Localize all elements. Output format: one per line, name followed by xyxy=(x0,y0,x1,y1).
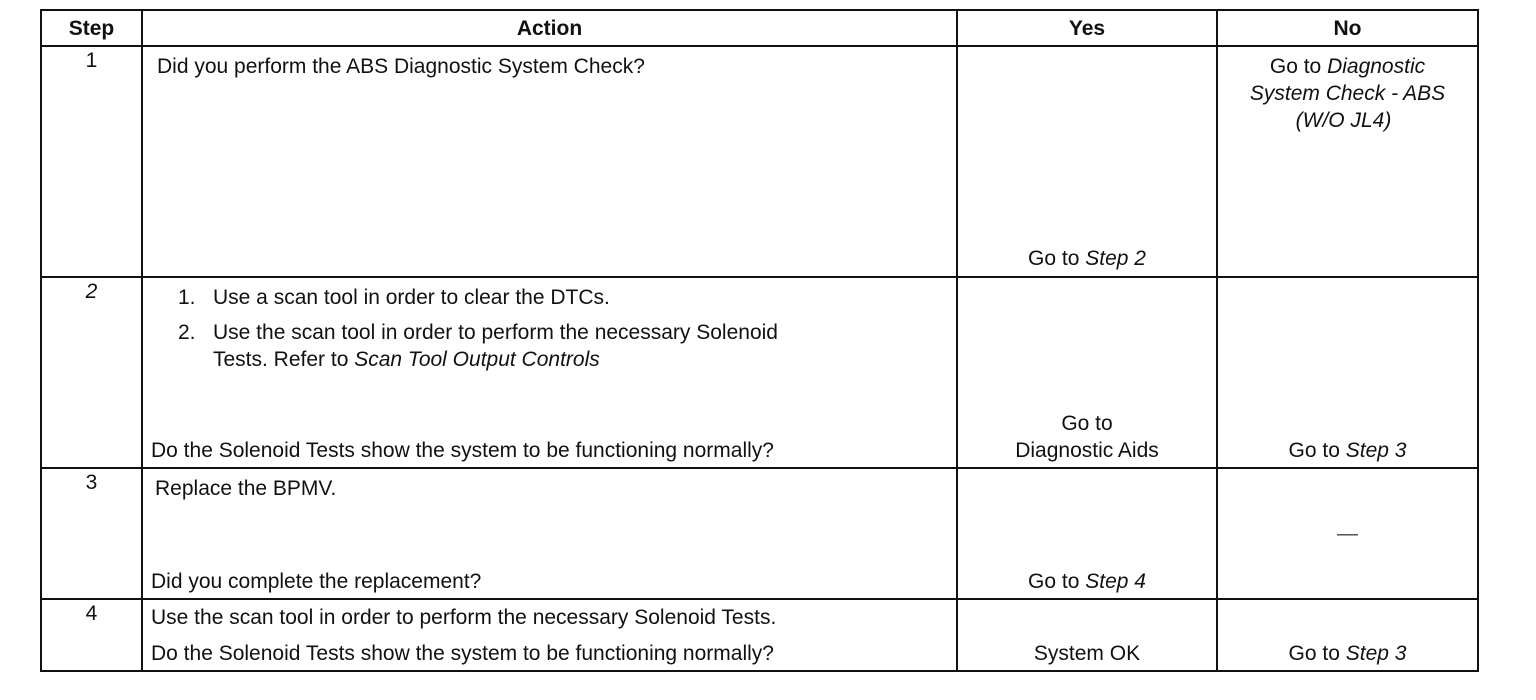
header-action: Action xyxy=(142,10,957,46)
list-item xyxy=(143,319,956,373)
list-item-text-line2: Tests. Refer to xyxy=(213,348,355,371)
step-number: 3 xyxy=(41,468,142,599)
diagnostic-aids-link[interactable]: Diagnostic Aids xyxy=(1015,439,1159,462)
no-cell xyxy=(1217,46,1478,277)
scan-tool-output-controls-link[interactable]: Scan Tool Output Controls xyxy=(354,348,600,371)
action-cell xyxy=(142,599,957,671)
yes-text-line1: Go to xyxy=(1061,412,1113,435)
no-text xyxy=(1218,437,1477,464)
yes-cell xyxy=(957,468,1217,599)
action-cell xyxy=(142,468,957,599)
step-number: 4 xyxy=(41,599,142,671)
yes-text: System OK xyxy=(1033,642,1141,665)
list-item-text: Use the scan tool in order to perform the necessary Solenoid xyxy=(213,321,778,344)
diagnostic-system-check-link-line2[interactable]: System Check - ABS xyxy=(1249,82,1446,105)
list-item xyxy=(143,284,956,311)
no-prefix: Go to xyxy=(1269,55,1328,78)
yes-text xyxy=(958,245,1216,272)
yes-prefix: Go to xyxy=(1028,570,1086,593)
action-list xyxy=(143,284,956,373)
no-text xyxy=(1218,53,1477,134)
diagnostic-system-check-link-line1[interactable]: Diagnostic xyxy=(1327,55,1426,78)
step-3-link[interactable]: Step 3 xyxy=(1345,642,1407,665)
table-row xyxy=(41,468,1478,599)
list-item-number: 2. xyxy=(178,321,196,344)
header-step: Step xyxy=(41,10,142,46)
header-row xyxy=(41,10,1478,46)
no-prefix: Go to xyxy=(1288,439,1346,462)
no-cell xyxy=(1217,599,1478,671)
yes-cell xyxy=(957,599,1217,671)
header-no: No xyxy=(1217,10,1478,46)
no-cell xyxy=(1217,277,1478,468)
table-row xyxy=(41,46,1478,277)
no-cell xyxy=(1217,468,1478,599)
no-text xyxy=(1218,640,1477,667)
yes-cell xyxy=(957,277,1217,468)
step-cell xyxy=(41,277,142,468)
action-question: Do the Solenoid Tests show the system to be functioning normally? xyxy=(151,439,774,462)
step-4-link[interactable]: Step 4 xyxy=(1085,570,1146,593)
no-prefix: Go to xyxy=(1288,642,1346,665)
action-instruction: Use the scan tool in order to perform the necessary Solenoid Tests. xyxy=(151,606,777,629)
list-item-number: 1. xyxy=(178,286,196,309)
list-item-text: Use a scan tool in order to clear the DTCs. xyxy=(213,286,610,309)
yes-text xyxy=(958,568,1216,595)
action-cell xyxy=(142,277,957,468)
yes-text xyxy=(958,410,1216,464)
step-2-link[interactable]: Step 2 xyxy=(1085,247,1146,270)
action-question: Do the Solenoid Tests show the system to be functioning normally? xyxy=(151,642,774,665)
action-instruction: Replace the BPMV. xyxy=(155,477,337,500)
yes-cell xyxy=(957,46,1217,277)
yes-prefix: Go to xyxy=(1028,247,1086,270)
header-yes: Yes xyxy=(957,10,1217,46)
no-dash: — xyxy=(1337,522,1358,545)
action-question: Did you perform the ABS Diagnostic System Check? xyxy=(157,55,645,78)
action-cell xyxy=(142,46,957,277)
step-number: 2 xyxy=(85,280,98,303)
table-row xyxy=(41,277,1478,468)
action-question: Did you complete the replacement? xyxy=(151,570,482,593)
table-row xyxy=(41,599,1478,671)
diagnostic-table xyxy=(40,9,1479,672)
diagnostic-system-check-link-line3[interactable]: (W/O JL4) xyxy=(1295,109,1392,132)
step-number: 1 xyxy=(41,46,142,277)
step-3-link[interactable]: Step 3 xyxy=(1345,439,1407,462)
